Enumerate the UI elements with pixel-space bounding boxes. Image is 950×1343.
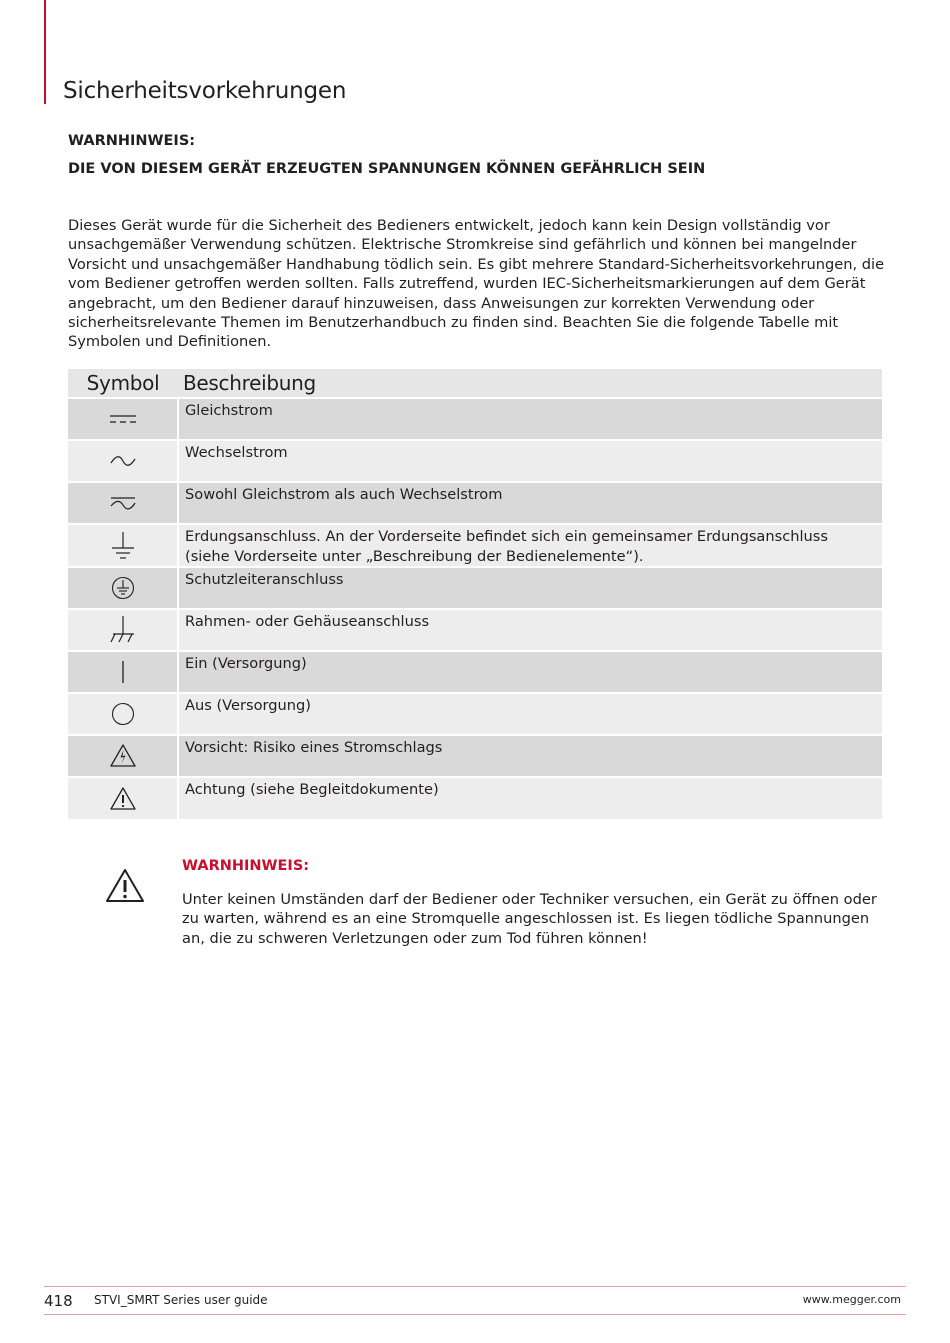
power-on-icon: [108, 658, 138, 686]
table-row: [68, 567, 882, 609]
table-row-description: Wechselstrom: [178, 440, 882, 482]
table-row: [68, 440, 882, 482]
table-header-row: [68, 369, 882, 398]
direct-current-icon: [108, 412, 138, 426]
earth-ground-icon: [108, 530, 138, 562]
electric-shock-warning-icon: [108, 742, 138, 770]
guide-title: STVI_SMRT Series user guide: [94, 1293, 268, 1307]
table-row-description: Sowohl Gleichstrom als auch Wechselstrom: [178, 482, 882, 524]
table-row: [68, 693, 882, 735]
warning-triangle-icon: [104, 867, 146, 905]
table-row-description: Ein (Versorgung): [178, 651, 882, 693]
accent-bar: [44, 0, 46, 104]
warning2-label: WARNHINWEIS:: [182, 858, 310, 874]
symbol-table: [68, 369, 882, 819]
warning2-text: Unter keinen Umständen darf der Bediener oder Techniker versuchen, ein Gerät zu öffnen oder zu warten, während es an eine Stromquelle angeschlossen ist. Es liegen tödliche Spannungen an, die zu schweren Verletzungen oder zum Tod führen können!: [182, 891, 877, 947]
table-row: [68, 735, 882, 777]
table-row-description: Vorsicht: Risiko eines Stromschlags: [178, 735, 882, 777]
table-row-description: Aus (Versorgung): [178, 693, 882, 735]
table-row: [68, 482, 882, 524]
warning-heading: DIE VON DIESEM GERÄT ERZEUGTEN SPANNUNGEN KÖNNEN GEFÄHRLICH SEIN: [68, 161, 706, 177]
table-row-description: Achtung (siehe Begleitdokumente): [178, 777, 882, 819]
header-description: Beschreibung: [183, 371, 316, 395]
protective-earth-icon: [108, 573, 138, 603]
table-row: [68, 609, 882, 651]
page-title: Sicherheitsvorkehrungen: [63, 78, 347, 104]
page-number: 418: [44, 1292, 73, 1310]
table-row: [68, 524, 882, 567]
header-symbol: Symbol: [86, 371, 160, 395]
warning-label: WARNHINWEIS:: [68, 133, 196, 149]
footer-divider: [44, 1286, 906, 1287]
power-off-icon: [108, 700, 138, 728]
ac-dc-icon: [108, 495, 138, 511]
footer-divider: [44, 1314, 906, 1315]
alternating-current-icon: [108, 454, 138, 468]
chassis-ground-icon: [108, 614, 138, 646]
table-row-description: Erdungsanschluss. An der Vorderseite befindet sich ein gemeinsamer Erdungsanschluss (siehe Vorderseite unter „Beschreibung der Bedienelemente“).: [178, 524, 882, 567]
caution-icon: [108, 785, 138, 813]
table-row: [68, 398, 882, 440]
table-row-description: Rahmen- oder Gehäuseanschluss: [178, 609, 882, 651]
intro-paragraph: Dieses Gerät wurde für die Sicherheit des Bedieners entwickelt, jedoch kann kein Design vollständig vor unsachgemäßer Verwendung schützen. Elektrische Stromkreise sind gefährlich und können bei mangelnder Vorsicht und unsachgemäßer Handhabung tödlich sein. Es gibt mehrere Standard-Sicherheitsvorkehrungen, die vom Bediener getroffen werden sollten. Falls zutreffend, wurden IEC-Sicherheitsmarkierungen auf dem Gerät angebracht, um den Bediener darauf hinzuweisen, dass Anweisungen zur korrekten Verwendung oder sicherheitsrelevante Themen im Benutzerhandbuch zu finden sind. Beachten Sie die folgende Tabelle mit Symbolen und Definitionen.: [68, 217, 885, 351]
table-row-description: Gleichstrom: [178, 398, 882, 440]
table-row-description: Schutzleiteranschluss: [178, 567, 882, 609]
footer-url[interactable]: www.megger.com: [802, 1293, 901, 1306]
table-row: [68, 777, 882, 819]
table-row: [68, 651, 882, 693]
